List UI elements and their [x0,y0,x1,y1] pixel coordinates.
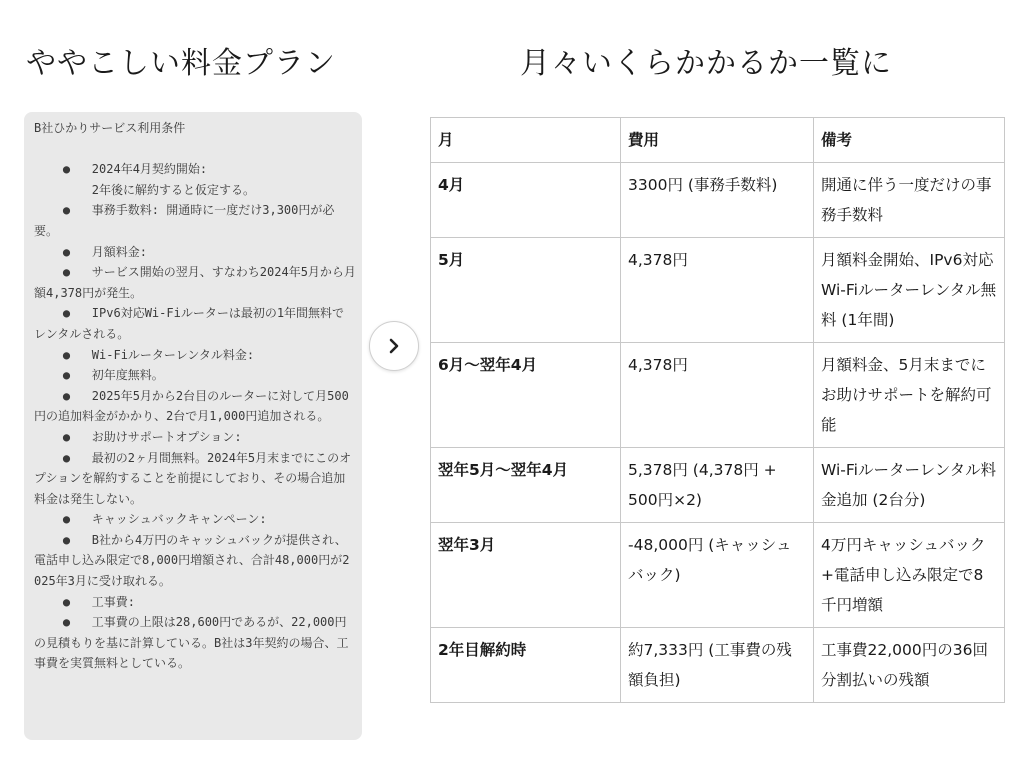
terms-line: ● 2025年5月から2台目のルーターに対して月500円の追加料金がかかり、2台で月1,000円追加される。 [34,388,349,424]
terms-line: ● 月額料金: [34,244,148,259]
cost-cell: 5,378円 (4,378円 + 500円×2) [621,448,814,523]
header-note: 備考 [814,118,1005,163]
terms-line: ● お助けサポートオプション: [34,429,242,444]
header-month: 月 [431,118,621,163]
terms-line: ● IPv6対応Wi-Fiルーターは最初の1年間無料でレンタルされる。 [34,306,345,341]
terms-blank-line [34,139,356,160]
terms-line: B社ひかりサービス利用条件 [34,121,186,135]
next-arrow-button[interactable] [369,321,419,371]
pricing-table [430,117,1005,703]
cost-cell: 約7,333円 (工事費の残額負担) [621,628,814,703]
chevron-right-icon [385,337,403,355]
terms-line: ● 最初の2ヶ月間無料。2024年5月末までにこのオプションを解約することを前提にしており、その場合追加料金は発生しない。 [34,450,352,506]
note-cell: 工事費22,000円の36回分割払いの残額 [814,628,1005,703]
cost-cell: 4,378円 [621,343,814,448]
note-cell: 開通に伴う一度だけの事務手数料 [814,163,1005,238]
note-cell: Wi-Fiルーターレンタル料金追加 (2台分) [814,448,1005,523]
terms-text-card [24,112,362,740]
terms-line: 2年後に解約すると仮定する。 [34,182,256,197]
cost-cell: -48,000円 (キャッシュバック) [621,523,814,628]
note-cell: 4万円キャッシュバック+電話申し込み限定で8千円増額 [814,523,1005,628]
cost-cell: 3300円 (事務手数料) [621,163,814,238]
terms-line: ● サービス開始の翌月、すなわち2024年5月から月額4,378円が発生。 [34,265,356,300]
header-cost: 費用 [621,118,814,163]
table-header-row [431,118,1005,163]
table-row [431,163,1005,238]
terms-line: ● 初年度無料。 [34,368,164,383]
note-cell: 月額料金、5月末までにお助けサポートを解約可能 [814,343,1005,448]
terms-line: ● キャッシュバックキャンペーン: [34,512,267,527]
table-row [431,343,1005,448]
terms-line: ● B社から4万円のキャッシュバックが提供され、電話申し込み限定で8,000円増額され、合計48,000円が2025年3月に受け取れる。 [34,532,350,589]
right-heading: 月々いくらかかるか一覧に [520,46,892,81]
month-cell: 2年目解約時 [431,628,621,703]
table-row [431,238,1005,343]
table-row [431,448,1005,523]
month-cell: 翌年5月〜翌年4月 [431,448,621,523]
left-heading: ややこしい料金プラン [26,46,336,81]
month-cell: 6月〜翌年4月 [431,343,621,448]
terms-line: ● 工事費の上限は28,600円であるが、22,000円の見積もりを基に計算している。B社は3年契約の場合、工事費を実質無料としている。 [34,615,349,671]
terms-line: ● 2024年4月契約開始: [34,162,208,177]
month-cell: 4月 [431,163,621,238]
note-cell: 月額料金開始、IPv6対応Wi-Fiルーターレンタル無料 (1年間) [814,238,1005,343]
month-cell: 5月 [431,238,621,343]
terms-line: ● 工事費: [34,594,136,609]
month-cell: 翌年3月 [431,523,621,628]
table-row [431,523,1005,628]
terms-line: ● Wi-Fiルーターレンタル料金: [34,347,255,362]
table-row [431,628,1005,703]
terms-line: ● 事務手数料: 開通時に一度だけ3,300円が必要。 [34,203,335,238]
cost-cell: 4,378円 [621,238,814,343]
